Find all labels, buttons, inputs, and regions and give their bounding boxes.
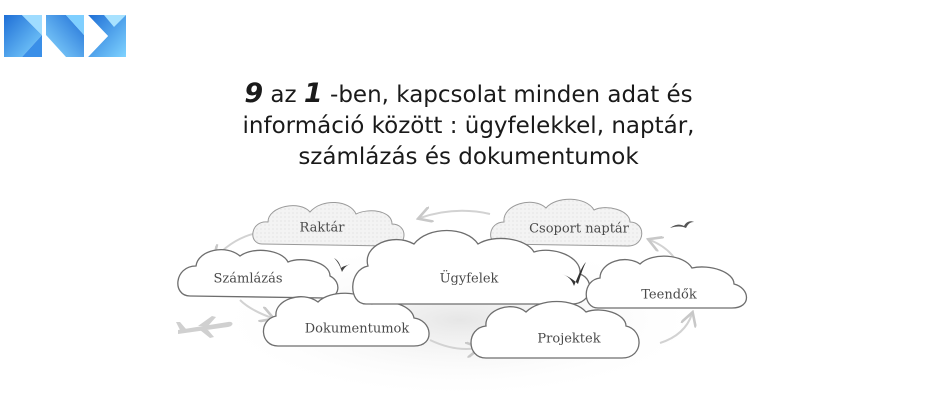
logo-icon[interactable] bbox=[4, 15, 126, 57]
cloud-raktar-label[interactable]: Raktár bbox=[299, 220, 345, 236]
headline-number-one: 1 bbox=[303, 78, 323, 109]
cloud-projektek-label[interactable]: Projektek bbox=[537, 331, 601, 347]
headline-number-nine: 9 bbox=[244, 78, 264, 109]
cloud-diagram-graphic bbox=[0, 190, 937, 420]
headline-word-az: az bbox=[263, 82, 304, 108]
headline-line2: információ között : ügyfelekkel, naptár, bbox=[242, 113, 695, 139]
headline-line3: számlázás és dokumentumok bbox=[298, 144, 639, 170]
cloud-ugyfelek-label[interactable]: Ügyfelek bbox=[439, 271, 499, 287]
arrow-csoport-to-raktar bbox=[420, 211, 490, 218]
bird-icon-small bbox=[670, 221, 694, 228]
page-title bbox=[150, 78, 787, 173]
cloud-csoport-naptar-label[interactable]: Csoport naptár bbox=[529, 221, 629, 237]
cloud-dokumentumok-label[interactable]: Dokumentumok bbox=[304, 321, 410, 337]
cloud-diagram bbox=[0, 190, 937, 420]
cloud-szamlazas-label[interactable]: Számlázás bbox=[213, 271, 283, 287]
headline-line1-rest: -ben, kapcsolat minden adat és bbox=[322, 82, 693, 108]
cloud-teendok-label[interactable]: Teendők bbox=[641, 287, 697, 303]
